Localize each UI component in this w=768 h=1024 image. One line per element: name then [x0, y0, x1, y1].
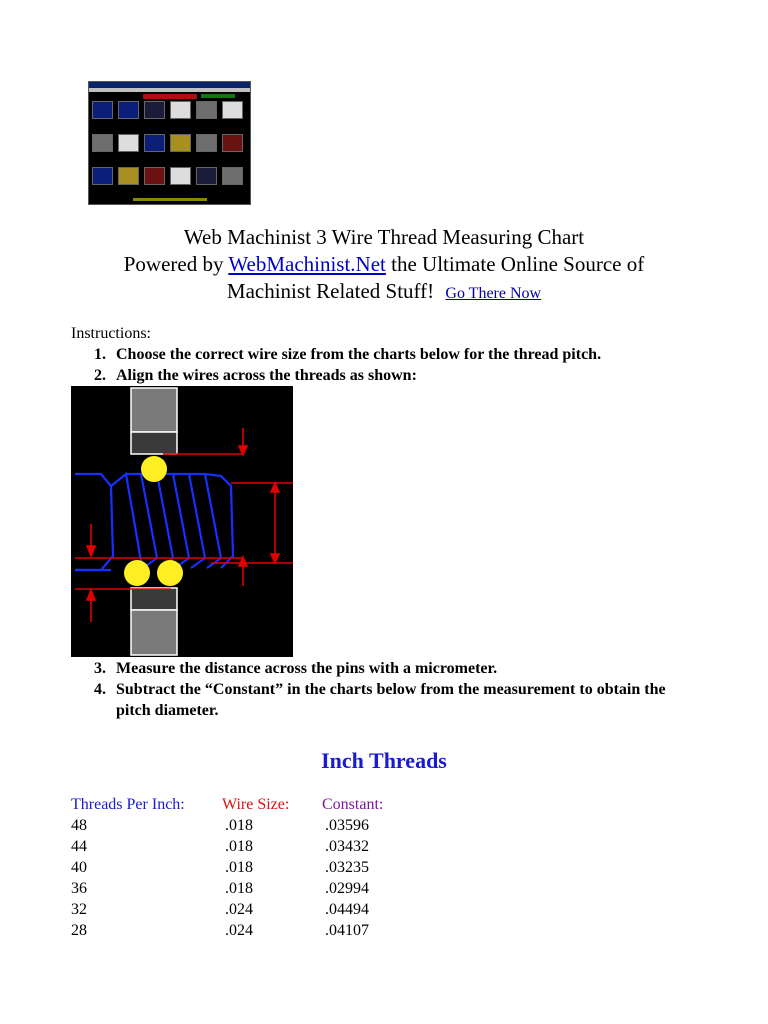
- instruction-step-4-continued: pitch diameter.: [116, 702, 219, 719]
- screenshot-tile: [144, 134, 165, 152]
- col-header-threads-per-inch: Threads Per Inch:: [71, 796, 185, 813]
- cell-wire-size: .018: [225, 817, 253, 834]
- step-text: Measure the distance across the pins with a micrometer.: [116, 660, 498, 677]
- col-header-constant: Constant:: [322, 796, 384, 813]
- screenshot-tile: [92, 134, 113, 152]
- screenshot-tile: [170, 134, 191, 152]
- screenshot-tile: [118, 167, 139, 185]
- powered-by-label: Powered by: [123, 252, 224, 276]
- screenshot-tile: [144, 101, 165, 119]
- cell-tpi: 48: [71, 817, 87, 834]
- tagline-text: Machinist Related Stuff!: [226, 279, 435, 303]
- screenshot-tile: [196, 167, 217, 185]
- cell-tpi: 36: [71, 880, 87, 897]
- step-text: Subtract the “Constant” in the charts below from the measurement to obtain the: [116, 681, 666, 698]
- screenshot-tile: [222, 134, 243, 152]
- screenshot-tile: [118, 134, 139, 152]
- page-title: [0, 224, 768, 251]
- inch-threads-title: Inch Threads: [321, 748, 447, 773]
- screenshot-tile: [196, 134, 217, 152]
- screenshot-tile: [222, 167, 243, 185]
- screenshot-tile: [144, 167, 165, 185]
- cell-constant: .03235: [325, 859, 369, 876]
- col-header-wire-size: Wire Size:: [222, 796, 290, 813]
- powered-by-line: [0, 251, 768, 278]
- powered-by-tail: the Ultimate Online Source of: [391, 252, 645, 276]
- instruction-step-4: [94, 681, 666, 699]
- cell-constant: .03432: [325, 838, 369, 855]
- step-number: 4.: [94, 681, 106, 698]
- cell-tpi: 28: [71, 922, 87, 939]
- step-text: Choose the correct wire size from the charts below for the thread pitch.: [116, 346, 602, 363]
- cell-tpi: 44: [71, 838, 87, 855]
- cell-tpi: 32: [71, 901, 87, 918]
- screenshot-header-banner: [143, 94, 197, 99]
- screenshot-tile: [92, 167, 113, 185]
- cell-wire-size: .018: [225, 859, 253, 876]
- instruction-step-3: [94, 660, 497, 678]
- tagline-line: [0, 278, 768, 307]
- go-there-now-link[interactable]: Go There Now: [445, 285, 542, 302]
- page-title-text: Web Machinist 3 Wire Thread Measuring Chart: [183, 225, 585, 249]
- cell-constant: .02994: [325, 880, 369, 897]
- screenshot-tile: [222, 101, 243, 119]
- cell-wire-size: .024: [225, 901, 253, 918]
- screenshot-header-banner-right: [201, 94, 235, 98]
- instruction-step-2: [94, 367, 417, 385]
- three-wire-diagram: [71, 386, 293, 657]
- cell-constant: .04107: [325, 922, 369, 939]
- screenshot-tile: [118, 101, 139, 119]
- instructions-label: Instructions:: [71, 325, 151, 342]
- step-number: 3.: [94, 660, 106, 677]
- step-number: 1.: [94, 346, 106, 363]
- step-text: Align the wires across the threads as shown:: [116, 367, 417, 384]
- screenshot-tile: [196, 101, 217, 119]
- wire-pin-bottom-left: [124, 560, 150, 586]
- cell-wire-size: .018: [225, 880, 253, 897]
- wire-pin-top: [141, 456, 167, 482]
- program-screenshot-image: [88, 81, 251, 205]
- step-number: 2.: [94, 367, 106, 384]
- cell-constant: .04494: [325, 901, 369, 918]
- screenshot-tile: [170, 101, 191, 119]
- screenshot-tile: [92, 101, 113, 119]
- cell-wire-size: .018: [225, 838, 253, 855]
- instruction-step-1: [94, 346, 601, 364]
- cell-wire-size: .024: [225, 922, 253, 939]
- wire-pin-bottom-right: [157, 560, 183, 586]
- cell-constant: .03596: [325, 817, 369, 834]
- screenshot-footer-text: [133, 198, 207, 201]
- screenshot-menubar: [89, 88, 250, 92]
- webmachinist-link[interactable]: WebMachinist.Net: [228, 252, 386, 276]
- cell-tpi: 40: [71, 859, 87, 876]
- screenshot-tile: [170, 167, 191, 185]
